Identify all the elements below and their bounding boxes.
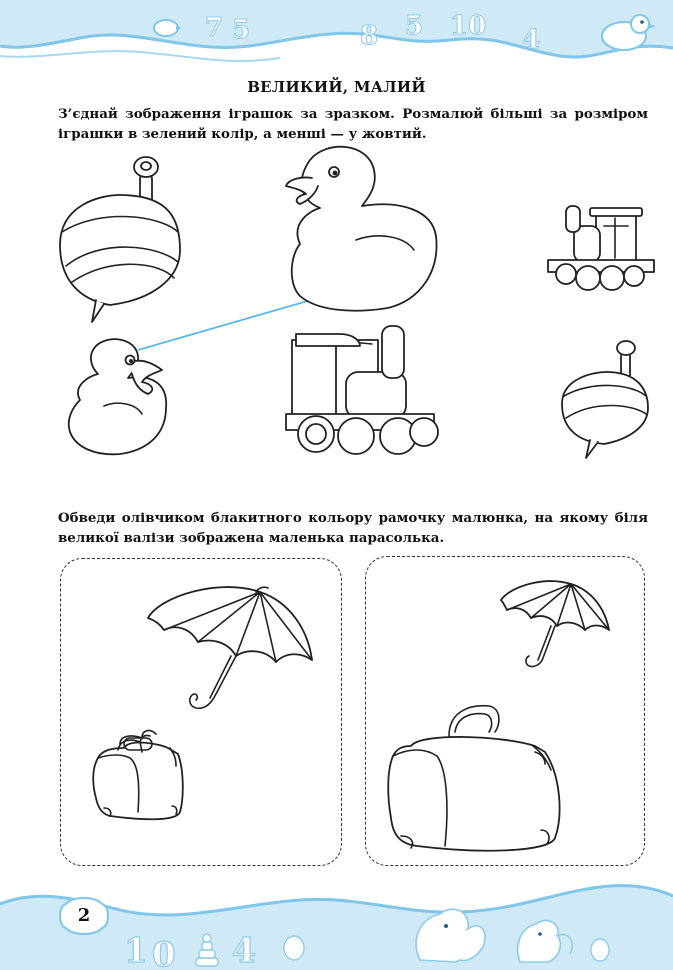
umbrella-small-icon: [501, 581, 609, 666]
train-small: [548, 206, 654, 290]
duck-small: [69, 339, 166, 454]
footer-number: 1: [124, 931, 148, 970]
page-title: ВЕЛИКИЙ, МАЛИЙ: [247, 78, 426, 96]
frame-left-illustration: [60, 558, 342, 866]
footer-number: 4: [232, 931, 256, 970]
footer-number: 0: [152, 935, 176, 970]
train-large: [286, 326, 438, 454]
header-decorative-band: [0, 0, 673, 80]
suitcase-large-icon: [388, 706, 559, 851]
header-number: 5: [405, 11, 424, 41]
header-number: 4: [522, 25, 541, 55]
header-number: 8: [360, 21, 379, 51]
header-number: 10: [450, 11, 487, 41]
duck-large: [286, 147, 437, 311]
task-instruction-matching: З’єднай зображення іграшок за зразком. Розмалюй більші за розміром іграшки в зелений колір, а менші — у жовтий.: [58, 106, 648, 142]
spinning-top-large: [60, 157, 180, 322]
sample-connector-line: [138, 298, 318, 350]
umbrella-large-icon: [148, 587, 312, 708]
page-number: 2: [77, 905, 91, 926]
header-number: 5: [232, 15, 251, 45]
spinning-top-small: [562, 341, 648, 458]
header-number: 7: [205, 13, 224, 43]
task-instruction-frame: Обведи олівчиком блакитного кольору рамочку малюнка, на якому біля великої валізи зображена маленька парасолька.: [58, 510, 648, 546]
toys-matching-area: [0, 140, 673, 470]
suitcase-small-icon: [93, 731, 183, 820]
frame-right-illustration: [365, 556, 645, 866]
